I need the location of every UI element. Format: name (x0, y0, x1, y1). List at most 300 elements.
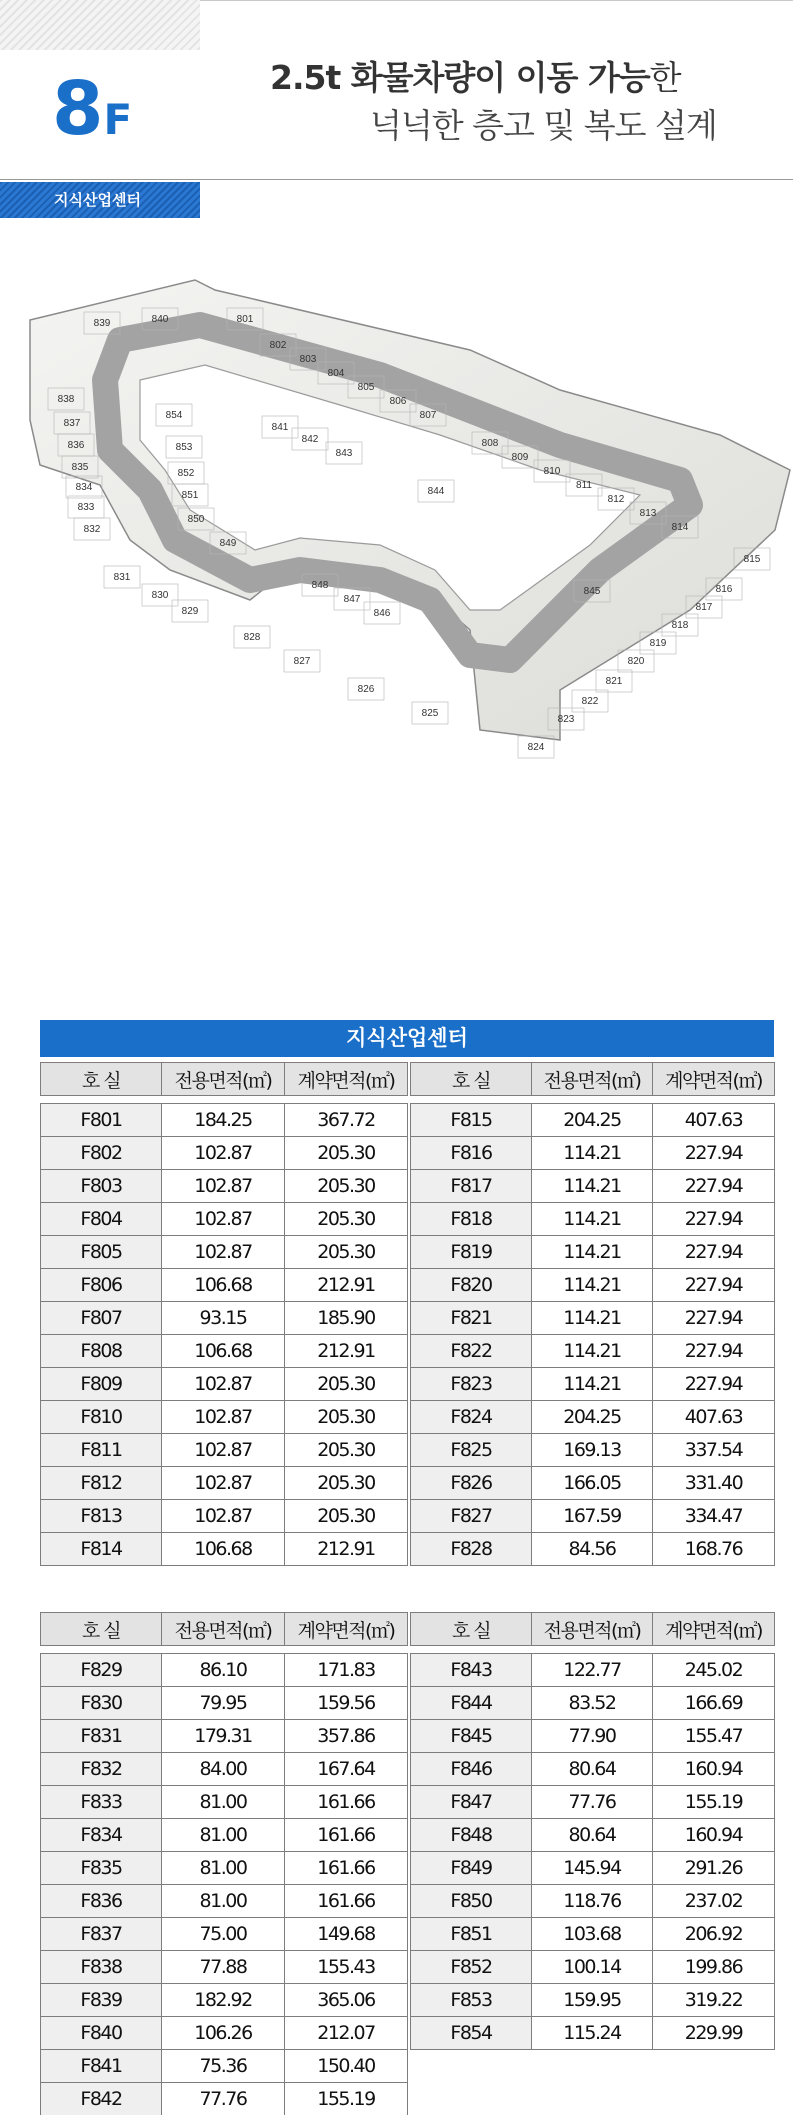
cell-room: F802 (41, 1137, 162, 1170)
cell-exclusive-area: 102.87 (162, 1137, 285, 1170)
unit-label-836: 836 (67, 440, 85, 451)
cell-exclusive-area: 102.87 (162, 1170, 285, 1203)
cell-contract-area: 337.54 (653, 1434, 775, 1467)
table-row (41, 1104, 408, 1137)
unit-label-832: 832 (83, 524, 101, 535)
cell-exclusive-area: 75.00 (162, 1918, 285, 1951)
cell-exclusive-area: 122.77 (532, 1654, 653, 1687)
table-row (41, 1137, 408, 1170)
cell-exclusive-area: 118.76 (532, 1885, 653, 1918)
table-row (41, 1951, 408, 1984)
table-row (411, 1269, 775, 1302)
cell-exclusive-area: 106.68 (162, 1533, 285, 1566)
unit-label-843: 843 (335, 448, 353, 459)
unit-label-838: 838 (57, 394, 75, 405)
cell-contract-area: 160.94 (653, 1819, 775, 1852)
cell-room: F832 (41, 1753, 162, 1786)
unit-label-849: 849 (219, 538, 237, 549)
unit-label-823: 823 (557, 714, 575, 725)
table-row (41, 1236, 408, 1269)
cell-contract-area: 319.22 (653, 1984, 775, 2017)
cell-contract-area: 199.86 (653, 1951, 775, 1984)
cell-contract-area: 227.94 (653, 1335, 775, 1368)
table-row (41, 2083, 408, 2115)
table-row (41, 1786, 408, 1819)
cell-contract-area: 205.30 (285, 1203, 408, 1236)
cell-room: F854 (411, 2017, 532, 2050)
cell-exclusive-area: 75.36 (162, 2050, 285, 2083)
cell-exclusive-area: 145.94 (532, 1852, 653, 1885)
unit-label-846: 846 (373, 608, 391, 619)
table-row (411, 1434, 775, 1467)
cell-contract-area: 161.66 (285, 1885, 408, 1918)
table-row (411, 1335, 775, 1368)
cell-exclusive-area: 103.68 (532, 1918, 653, 1951)
cell-room: F804 (41, 1203, 162, 1236)
unit-label-812: 812 (607, 494, 625, 505)
cell-contract-area: 205.30 (285, 1401, 408, 1434)
table-row (411, 1786, 775, 1819)
cell-contract-area: 334.47 (653, 1500, 775, 1533)
table-row (411, 1368, 775, 1401)
unit-label-839: 839 (93, 318, 111, 329)
table-row (41, 1918, 408, 1951)
cell-contract-area: 229.99 (653, 2017, 775, 2050)
cell-exclusive-area: 84.00 (162, 1753, 285, 1786)
unit-label-837: 837 (63, 418, 81, 429)
unit-label-831: 831 (113, 572, 131, 583)
unit-area-table-1-right (410, 1062, 775, 1566)
cell-room: F827 (411, 1500, 532, 1533)
table-row (41, 1368, 408, 1401)
cell-contract-area: 367.72 (285, 1104, 408, 1137)
floor-plan (0, 270, 793, 940)
unit-label-809: 809 (511, 452, 529, 463)
cell-room: F817 (411, 1170, 532, 1203)
cell-room: F826 (411, 1467, 532, 1500)
unit-area-table-2-right (410, 1612, 775, 2050)
table-row (41, 1687, 408, 1720)
cell-exclusive-area: 106.68 (162, 1335, 285, 1368)
cell-contract-area: 167.64 (285, 1753, 408, 1786)
cell-room: F831 (41, 1720, 162, 1753)
cell-contract-area: 185.90 (285, 1302, 408, 1335)
cell-exclusive-area: 114.21 (532, 1368, 653, 1401)
col-header-room: 호 실 (411, 1613, 532, 1646)
cell-room: F849 (411, 1852, 532, 1885)
table-row (411, 1467, 775, 1500)
table-row (411, 1753, 775, 1786)
table-row (411, 1819, 775, 1852)
cell-contract-area: 205.30 (285, 1500, 408, 1533)
cell-room: F801 (41, 1104, 162, 1137)
cell-contract-area: 227.94 (653, 1170, 775, 1203)
cell-room: F837 (41, 1918, 162, 1951)
unit-label-827: 827 (293, 656, 311, 667)
cell-room: F814 (41, 1533, 162, 1566)
cell-room: F844 (411, 1687, 532, 1720)
cell-contract-area: 212.07 (285, 2017, 408, 2050)
cell-room: F806 (41, 1269, 162, 1302)
cell-exclusive-area: 77.76 (532, 1786, 653, 1819)
cell-exclusive-area: 106.68 (162, 1269, 285, 1302)
table-row (41, 1984, 408, 2017)
cell-room: F807 (41, 1302, 162, 1335)
col-header-contract-area: 계약면적(㎡) (285, 1613, 408, 1646)
cell-room: F815 (411, 1104, 532, 1137)
unit-label-841: 841 (271, 422, 289, 433)
table-row (411, 1918, 775, 1951)
cell-contract-area: 155.43 (285, 1951, 408, 1984)
cell-exclusive-area: 114.21 (532, 1203, 653, 1236)
unit-label-852: 852 (177, 468, 195, 479)
unit-area-table-1-left (40, 1062, 408, 1566)
cell-contract-area: 227.94 (653, 1368, 775, 1401)
table-row (41, 1467, 408, 1500)
cell-exclusive-area: 93.15 (162, 1302, 285, 1335)
unit-label-835: 835 (71, 462, 89, 473)
cell-room: F834 (41, 1819, 162, 1852)
page-title (270, 52, 681, 99)
table-row (41, 1269, 408, 1302)
cell-exclusive-area: 114.21 (532, 1170, 653, 1203)
cell-contract-area: 205.30 (285, 1236, 408, 1269)
table-row (411, 1500, 775, 1533)
cell-contract-area: 212.91 (285, 1335, 408, 1368)
cell-room: F838 (41, 1951, 162, 1984)
unit-label-811: 811 (576, 480, 592, 491)
cell-room: F850 (411, 1885, 532, 1918)
table-row (41, 1401, 408, 1434)
table-row (411, 1654, 775, 1687)
cell-room: F811 (41, 1434, 162, 1467)
unit-label-806: 806 (389, 396, 407, 407)
cell-contract-area: 227.94 (653, 1137, 775, 1170)
table-row (411, 1852, 775, 1885)
cell-room: F821 (411, 1302, 532, 1335)
unit-label-854: 854 (165, 410, 183, 421)
cell-room: F823 (411, 1368, 532, 1401)
cell-exclusive-area: 81.00 (162, 1852, 285, 1885)
col-header-contract-area: 계약면적(㎡) (285, 1063, 408, 1096)
cell-exclusive-area: 81.00 (162, 1885, 285, 1918)
cell-exclusive-area: 159.95 (532, 1984, 653, 2017)
cell-contract-area: 166.69 (653, 1687, 775, 1720)
unit-label-816: 816 (715, 584, 733, 595)
cell-room: F819 (411, 1236, 532, 1269)
unit-label-842: 842 (301, 434, 319, 445)
cell-exclusive-area: 114.21 (532, 1269, 653, 1302)
cell-exclusive-area: 81.00 (162, 1819, 285, 1852)
cell-exclusive-area: 182.92 (162, 1984, 285, 2017)
cell-contract-area: 205.30 (285, 1467, 408, 1500)
cell-room: F830 (41, 1687, 162, 1720)
header-hatch-decoration (0, 0, 200, 50)
table-row (411, 1951, 775, 1984)
cell-room: F818 (411, 1203, 532, 1236)
cell-room: F803 (41, 1170, 162, 1203)
col-header-exclusive-area: 전용면적(㎡) (532, 1063, 653, 1096)
table-row (41, 1533, 408, 1566)
cell-contract-area: 205.30 (285, 1137, 408, 1170)
unit-label-829: 829 (181, 606, 199, 617)
cell-contract-area: 150.40 (285, 2050, 408, 2083)
cell-room: F825 (411, 1434, 532, 1467)
unit-label-826: 826 (357, 684, 375, 695)
cell-exclusive-area: 81.00 (162, 1786, 285, 1819)
table-row (41, 1500, 408, 1533)
cell-room: F852 (411, 1951, 532, 1984)
table-row (41, 1335, 408, 1368)
cell-room: F835 (41, 1852, 162, 1885)
cell-room: F808 (41, 1335, 162, 1368)
cell-exclusive-area: 102.87 (162, 1401, 285, 1434)
cell-contract-area: 407.63 (653, 1401, 775, 1434)
cell-exclusive-area: 77.76 (162, 2083, 285, 2115)
cell-room: F847 (411, 1786, 532, 1819)
col-header-contract-area: 계약면적(㎡) (653, 1063, 775, 1096)
cell-exclusive-area: 114.21 (532, 1137, 653, 1170)
col-header-room: 호 실 (41, 1063, 162, 1096)
cell-room: F820 (411, 1269, 532, 1302)
cell-room: F842 (41, 2083, 162, 2115)
cell-contract-area: 245.02 (653, 1654, 775, 1687)
cell-exclusive-area: 77.88 (162, 1951, 285, 1984)
cell-room: F833 (41, 1786, 162, 1819)
table-row (411, 1137, 775, 1170)
table-row (411, 1302, 775, 1335)
cell-room: F824 (411, 1401, 532, 1434)
cell-contract-area: 331.40 (653, 1467, 775, 1500)
unit-label-805: 805 (357, 382, 375, 393)
cell-room: F813 (41, 1500, 162, 1533)
cell-room: F840 (41, 2017, 162, 2050)
cell-exclusive-area: 80.64 (532, 1753, 653, 1786)
floor-unit: F (103, 95, 131, 144)
cell-exclusive-area: 102.87 (162, 1203, 285, 1236)
floor-label (52, 66, 131, 152)
table-row (41, 1203, 408, 1236)
cell-contract-area: 155.47 (653, 1720, 775, 1753)
unit-label-828: 828 (243, 632, 261, 643)
table-row (411, 1203, 775, 1236)
unit-label-810: 810 (543, 466, 561, 477)
cell-exclusive-area: 83.52 (532, 1687, 653, 1720)
cell-contract-area: 227.94 (653, 1236, 775, 1269)
unit-label-833: 833 (77, 502, 95, 513)
col-header-exclusive-area: 전용면적(㎡) (162, 1613, 285, 1646)
table-row (411, 1401, 775, 1434)
table-row (41, 1885, 408, 1918)
cell-room: F841 (41, 2050, 162, 2083)
table-title: 지식산업센터 (40, 1020, 774, 1057)
cell-exclusive-area: 77.90 (532, 1720, 653, 1753)
cell-contract-area: 205.30 (285, 1368, 408, 1401)
cell-exclusive-area: 115.24 (532, 2017, 653, 2050)
col-header-room: 호 실 (41, 1613, 162, 1646)
unit-label-804: 804 (327, 368, 345, 379)
unit-label-845: 845 (583, 586, 601, 597)
cell-room: F848 (411, 1819, 532, 1852)
table-row (41, 1753, 408, 1786)
cell-exclusive-area: 167.59 (532, 1500, 653, 1533)
floor-number: 8 (52, 66, 102, 152)
table-row (411, 1236, 775, 1269)
cell-contract-area: 291.26 (653, 1852, 775, 1885)
unit-label-821: 821 (605, 676, 623, 687)
cell-contract-area: 212.91 (285, 1533, 408, 1566)
unit-label-850: 850 (187, 514, 205, 525)
table-row (41, 1302, 408, 1335)
table-row (41, 2017, 408, 2050)
unit-label-807: 807 (419, 410, 437, 421)
table-row (41, 1852, 408, 1885)
table-row (411, 1533, 775, 1566)
table-row (411, 1720, 775, 1753)
cell-room: F846 (411, 1753, 532, 1786)
table-row (411, 1984, 775, 2017)
unit-label-818: 818 (671, 620, 689, 631)
cell-contract-area: 237.02 (653, 1885, 775, 1918)
unit-label-802: 802 (269, 340, 287, 351)
cell-exclusive-area: 169.13 (532, 1434, 653, 1467)
unit-label-824: 824 (527, 742, 545, 753)
cell-room: F828 (411, 1533, 532, 1566)
unit-label-808: 808 (481, 438, 499, 449)
table-row (41, 1720, 408, 1753)
cell-room: F816 (411, 1137, 532, 1170)
cell-exclusive-area: 102.87 (162, 1434, 285, 1467)
col-header-room: 호 실 (411, 1063, 532, 1096)
cell-room: F810 (41, 1401, 162, 1434)
unit-label-803: 803 (299, 354, 317, 365)
unit-label-825: 825 (421, 708, 439, 719)
cell-contract-area: 407.63 (653, 1104, 775, 1137)
unit-label-815: 815 (743, 554, 761, 565)
cell-room: F836 (41, 1885, 162, 1918)
unit-label-848: 848 (311, 580, 329, 591)
cell-exclusive-area: 166.05 (532, 1467, 653, 1500)
cell-room: F851 (411, 1918, 532, 1951)
unit-label-844: 844 (427, 486, 445, 497)
cell-exclusive-area: 102.87 (162, 1500, 285, 1533)
cell-exclusive-area: 102.87 (162, 1467, 285, 1500)
cell-contract-area: 212.91 (285, 1269, 408, 1302)
table-row (411, 1104, 775, 1137)
table-row (41, 1819, 408, 1852)
cell-room: F809 (41, 1368, 162, 1401)
header-top-rule (200, 0, 793, 1)
cell-room: F853 (411, 1984, 532, 2017)
cell-exclusive-area: 114.21 (532, 1236, 653, 1269)
cell-room: F812 (41, 1467, 162, 1500)
unit-label-817: 817 (695, 602, 713, 613)
cell-exclusive-area: 114.21 (532, 1302, 653, 1335)
cell-contract-area: 149.68 (285, 1918, 408, 1951)
header-divider (0, 179, 793, 180)
table-row (41, 2050, 408, 2083)
cell-contract-area: 357.86 (285, 1720, 408, 1753)
cell-room: F805 (41, 1236, 162, 1269)
cell-exclusive-area: 184.25 (162, 1104, 285, 1137)
cell-contract-area: 160.94 (653, 1753, 775, 1786)
table-row (411, 2017, 775, 2050)
unit-label-819: 819 (649, 638, 667, 649)
cell-exclusive-area: 204.25 (532, 1401, 653, 1434)
section-tag: 지식산업센터 (0, 182, 200, 218)
cell-exclusive-area: 179.31 (162, 1720, 285, 1753)
cell-contract-area: 161.66 (285, 1819, 408, 1852)
unit-label-822: 822 (581, 696, 599, 707)
unit-label-853: 853 (175, 442, 193, 453)
cell-contract-area: 205.30 (285, 1170, 408, 1203)
cell-exclusive-area: 102.87 (162, 1368, 285, 1401)
floor-plan-drawing (0, 270, 793, 940)
table-row (41, 1434, 408, 1467)
unit-label-830: 830 (151, 590, 169, 601)
cell-contract-area: 168.76 (653, 1533, 775, 1566)
cell-exclusive-area: 102.87 (162, 1236, 285, 1269)
page-subtitle: 넉넉한 층고 및 복도 설계 (370, 106, 717, 145)
unit-label-847: 847 (343, 594, 361, 605)
cell-exclusive-area: 79.95 (162, 1687, 285, 1720)
cell-contract-area: 171.83 (285, 1654, 408, 1687)
table-row (411, 1687, 775, 1720)
cell-contract-area: 365.06 (285, 1984, 408, 2017)
cell-contract-area: 227.94 (653, 1269, 775, 1302)
cell-contract-area: 159.56 (285, 1687, 408, 1720)
cell-exclusive-area: 84.56 (532, 1533, 653, 1566)
cell-room: F839 (41, 1984, 162, 2017)
cell-room: F843 (411, 1654, 532, 1687)
cell-contract-area: 155.19 (653, 1786, 775, 1819)
cell-exclusive-area: 204.25 (532, 1104, 653, 1137)
cell-contract-area: 206.92 (653, 1918, 775, 1951)
cell-exclusive-area: 100.14 (532, 1951, 653, 1984)
cell-exclusive-area: 80.64 (532, 1819, 653, 1852)
col-header-exclusive-area: 전용면적(㎡) (162, 1063, 285, 1096)
unit-label-834: 834 (75, 482, 93, 493)
table-row (41, 1170, 408, 1203)
unit-label-851: 851 (181, 490, 199, 501)
cell-room: F845 (411, 1720, 532, 1753)
cell-exclusive-area: 106.26 (162, 2017, 285, 2050)
unit-area-table-2-left (40, 1612, 408, 2115)
unit-label-820: 820 (627, 656, 645, 667)
cell-contract-area: 155.19 (285, 2083, 408, 2115)
cell-exclusive-area: 86.10 (162, 1654, 285, 1687)
cell-contract-area: 161.66 (285, 1852, 408, 1885)
unit-label-814: 814 (671, 522, 689, 533)
col-header-contract-area: 계약면적(㎡) (653, 1613, 775, 1646)
cell-contract-area: 227.94 (653, 1203, 775, 1236)
cell-contract-area: 227.94 (653, 1302, 775, 1335)
cell-contract-area: 205.30 (285, 1434, 408, 1467)
unit-label-813: 813 (639, 508, 657, 519)
page-title-bold: 2.5t 화물차량이 이동 가능 (270, 58, 650, 97)
table-row (41, 1654, 408, 1687)
table-row (411, 1885, 775, 1918)
unit-label-801: 801 (236, 314, 254, 325)
unit-label-840: 840 (151, 314, 169, 325)
table-row (411, 1170, 775, 1203)
cell-room: F829 (41, 1654, 162, 1687)
cell-contract-area: 161.66 (285, 1786, 408, 1819)
cell-exclusive-area: 114.21 (532, 1335, 653, 1368)
page-title-light: 한 (649, 58, 681, 97)
col-header-exclusive-area: 전용면적(㎡) (532, 1613, 653, 1646)
cell-room: F822 (411, 1335, 532, 1368)
